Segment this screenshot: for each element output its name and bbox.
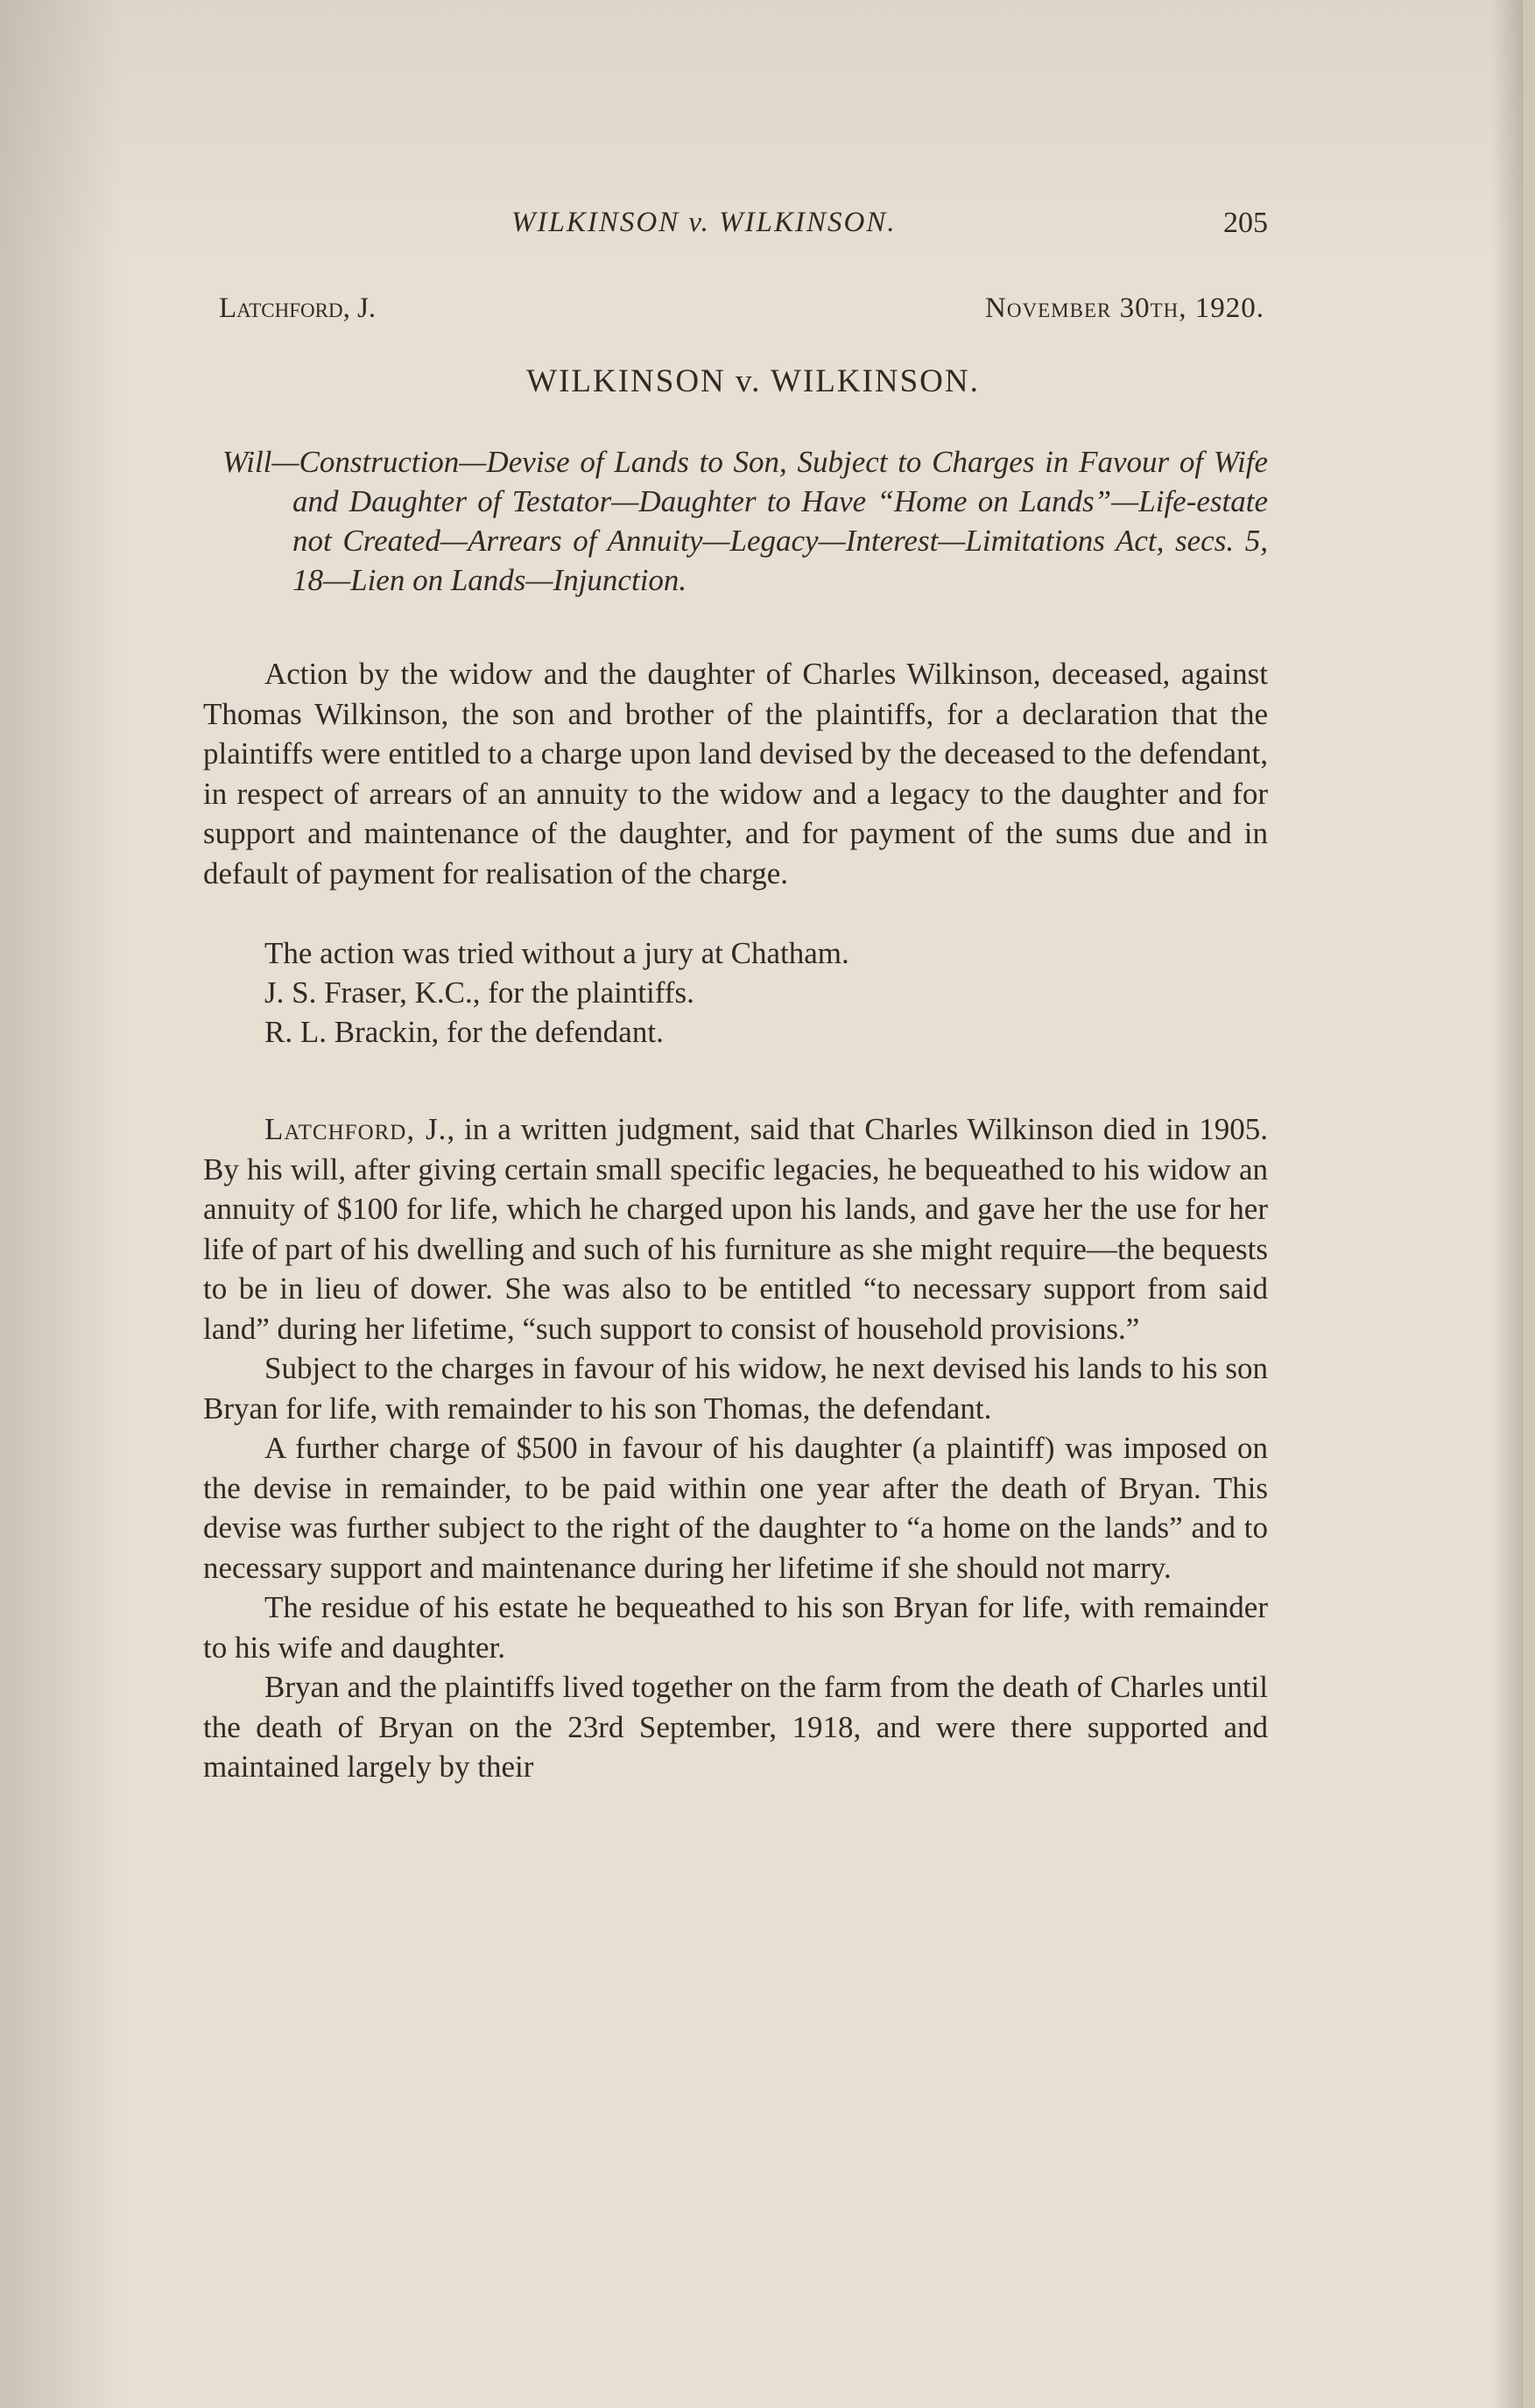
dateline (203, 292, 1268, 345)
judgment-date: November 30th, 1920. (985, 292, 1264, 324)
page-content (203, 200, 1268, 1787)
judgment-paragraph-text: , in a written judgment, said that Charles Wilkinson died in 1905. By his will, after giving certain small specific legacies, he bequeathed to his widow an annuity of $100 for life, which he charged upon his lands, and gave her the use for her life of part of his dwelling and such of his furniture as she might require—the bequests to be in lieu of dower. She was also to be entitled “to necessary support from said land” during her lifetime, “such support to consist of household provisions.” (203, 1112, 1268, 1346)
judgment-judge: Latchford, J. (264, 1112, 447, 1146)
case-title: WILKINSON v. WILKINSON. (526, 363, 980, 399)
trial-details (203, 933, 1268, 1052)
judgment-paragraph (203, 1109, 1268, 1348)
trial-venue: The action was tried without a jury at Chatham. (264, 936, 849, 970)
running-head (203, 200, 1268, 243)
judge-name: Latchford, J. (219, 292, 377, 324)
counsel-defendant: R. L. Brackin, for the defendant. (264, 1015, 664, 1049)
headnote: Will—Construction—Devise of Lands to Son, Subject to Charges in Favour of Wife and Daughter of Testator—Daughter to Have “Home on Lands”—Life-estate not Created—Arrears of Annuity—Legacy—Interest—Limitations Act, secs. 5, 18—Lien on Lands—Injunction. (222, 445, 1268, 597)
judgment (203, 1109, 1268, 1787)
judgment-paragraph: The residue of his estate he bequeathed to his son Bryan for life, with remainder to his wife and daughter. (203, 1590, 1268, 1665)
page-edge (1522, 0, 1535, 2408)
counsel-plaintiffs: J. S. Fraser, K.C., for the plaintiffs. (264, 975, 694, 1010)
page-number: 205 (1223, 207, 1268, 239)
statement-of-action: Action by the widow and the daughter of Charles Wilkinson, deceased, against Thomas Wilkinson, the son and brother of the plaintiffs, for a declaration that the plaintiffs were entitled to a charge upon land devised by the deceased to the defendant, in respect of arrears of an annuity to the widow and a legacy to the daughter and for support and maintenance of the daughter, and for payment of the sums due and in default of payment for realisation of the charge. (203, 657, 1268, 891)
judgment-paragraph: Bryan and the plaintiffs lived together on the farm from the death of Charles until the death of Bryan on the 23rd September, 1918, and were there supported and maintained largely by their (203, 1670, 1268, 1784)
judgment-paragraph: Subject to the charges in favour of his widow, he next devised his lands to his son Bryan for life, with remainder to his son Thomas, the defendant. (203, 1351, 1268, 1426)
judgment-paragraph: A further charge of $500 in favour of his daughter (a plaintiff) was imposed on the devise in remainder, to be paid within one year after the death of Bryan. This devise was further subject to the right of the daughter to “a home on the lands” and to necessary support and maintenance during her lifetime if she should not marry. (203, 1431, 1268, 1585)
running-head-title: WILKINSON v. WILKINSON. (511, 207, 897, 238)
